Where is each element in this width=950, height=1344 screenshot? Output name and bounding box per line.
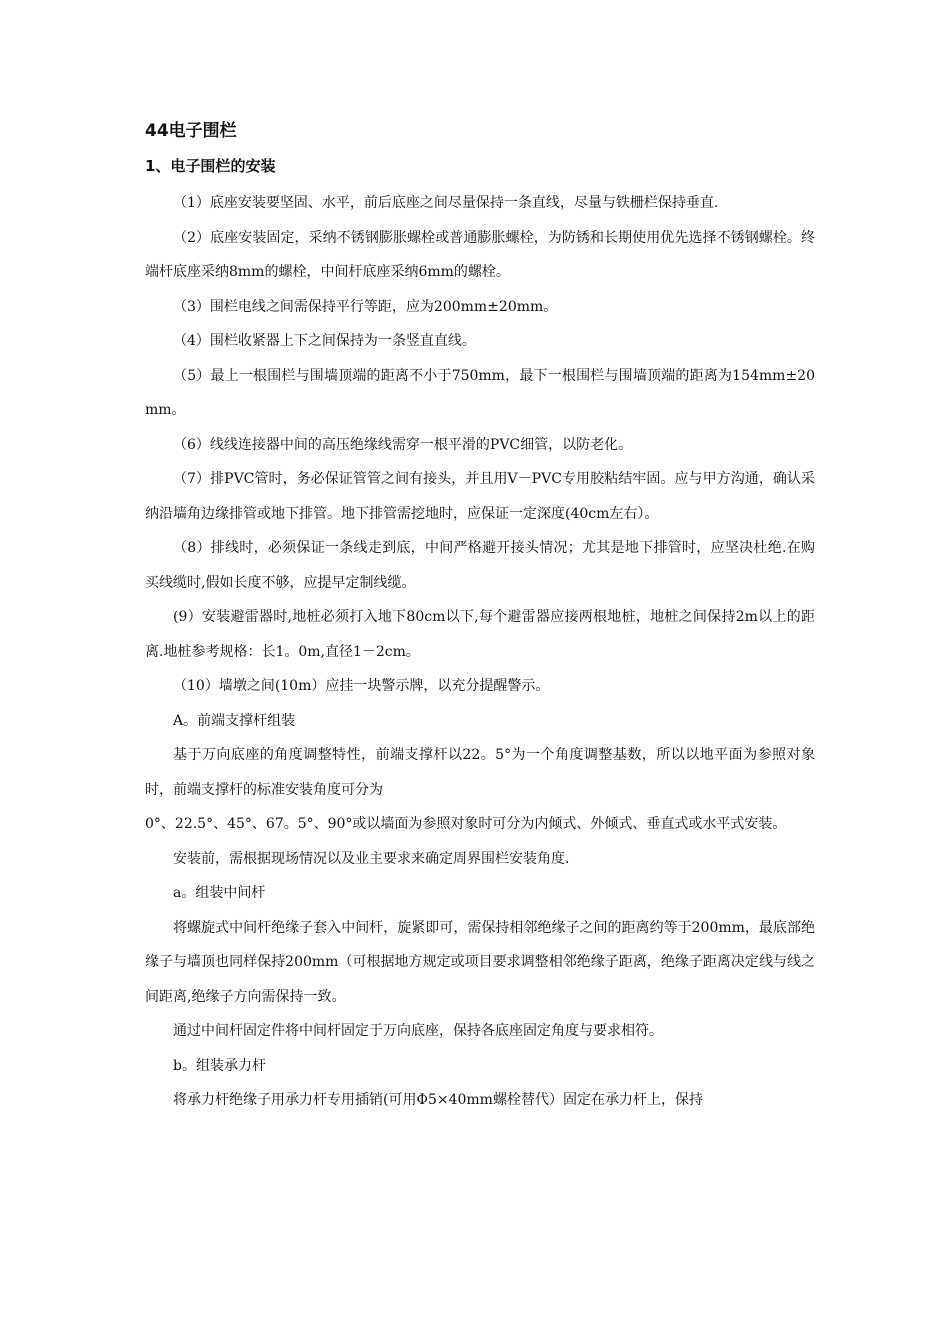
paragraph: 通过中间杆固定件将中间杆固定于万向底座，保持各底座固定角度与要求相符。	[173, 1023, 663, 1039]
paragraph: 基于万向底座的角度调整特性，前端支撑杆以22。5°为一个角度调整基数，所以以地平面为参照对象时，前端支撑杆的标准安装角度可分为	[145, 747, 815, 798]
subsection-heading: b。组装承力杆	[173, 1057, 266, 1074]
document-title: 44电子围栏	[145, 121, 237, 141]
subsection-heading: A。前端支撑杆组装	[173, 712, 296, 729]
paragraph: （6）线线连接器中间的高压绝缘线需穿一根平滑的PVC细管，以防老化。	[173, 436, 633, 453]
paragraph: (9）安装避雷器时,地桩必须打入地下80cm以下,每个避雷器应接两根地桩，地桩之间保持2m以上的距离.地桩参考规格：长1。0m,直径1－2cm。	[145, 609, 815, 660]
document-body	[145, 118, 815, 1118]
paragraph: （10）墙墩之间(10m）应挂一块警示牌，以充分提醒警示。	[173, 678, 550, 694]
paragraph: （4）围栏收紧器上下之间保持为一条竖直直线。	[173, 333, 476, 349]
paragraph: （1）底座安装要坚固、水平，前后底座之间尽量保持一条直线，尽量与铁栅栏保持垂直.	[173, 195, 719, 211]
paragraph: （5）最上一根围栏与围墙顶端的距离不小于750mm，最下一根围栏与围墙顶端的距离为154mm±20mm。	[145, 367, 815, 418]
paragraph: 0°、22.5°、45°、67。5°、90°或以墙面为参照对象时可分为内倾式、外倾式、垂直式或水平式安装。	[145, 816, 787, 832]
paragraph: （7）排PVC管时，务必保证管管之间有接头，并且用V－PVC专用胶粘结牢固。应与甲方沟通，确认采纳沿墙角边缘排管或地下排管。地下排管需挖地时，应保证一定深度(40cm左右）。	[145, 471, 815, 522]
subsection-heading: a。组装中间杆	[173, 885, 266, 901]
paragraph: （2）底座安装固定，采纳不锈钢膨胀螺栓或普通膨胀螺栓，为防锈和长期使用优先选择不锈钢螺栓。终端杆底座采纳8mm的螺栓，中间杆底座采纳6mm的螺栓。	[145, 229, 815, 280]
paragraph: 安装前，需根据现场情况以及业主要求来确定周界围栏安装角度.	[173, 850, 570, 867]
paragraph: （3）围栏电线之间需保持平行等距，应为200mm±20mm。	[173, 298, 558, 315]
paragraph: （8）排线时，必须保证一条线走到底，中间严格避开接头情况；尤其是地下排管时，应坚决杜绝.在购买线缆时,假如长度不够，应提早定制线缆。	[145, 540, 815, 591]
paragraph: 将承力杆绝缘子用承力杆专用插销(可用Φ5×40mm螺栓替代）固定在承力杆上，保持	[173, 1092, 703, 1108]
section-heading: 1、电子围栏的安装	[145, 157, 276, 175]
paragraph: 将螺旋式中间杆绝缘子套入中间杆，旋紧即可，需保持相邻绝缘子之间的距离约等于200mm，最底部绝缘子与墙顶也同样保持200mm（可根据地方规定或项目要求调整相邻绝缘子距离，绝缘子距离决定线与线之间距离,绝缘子方向需保持一致。	[145, 919, 815, 1005]
